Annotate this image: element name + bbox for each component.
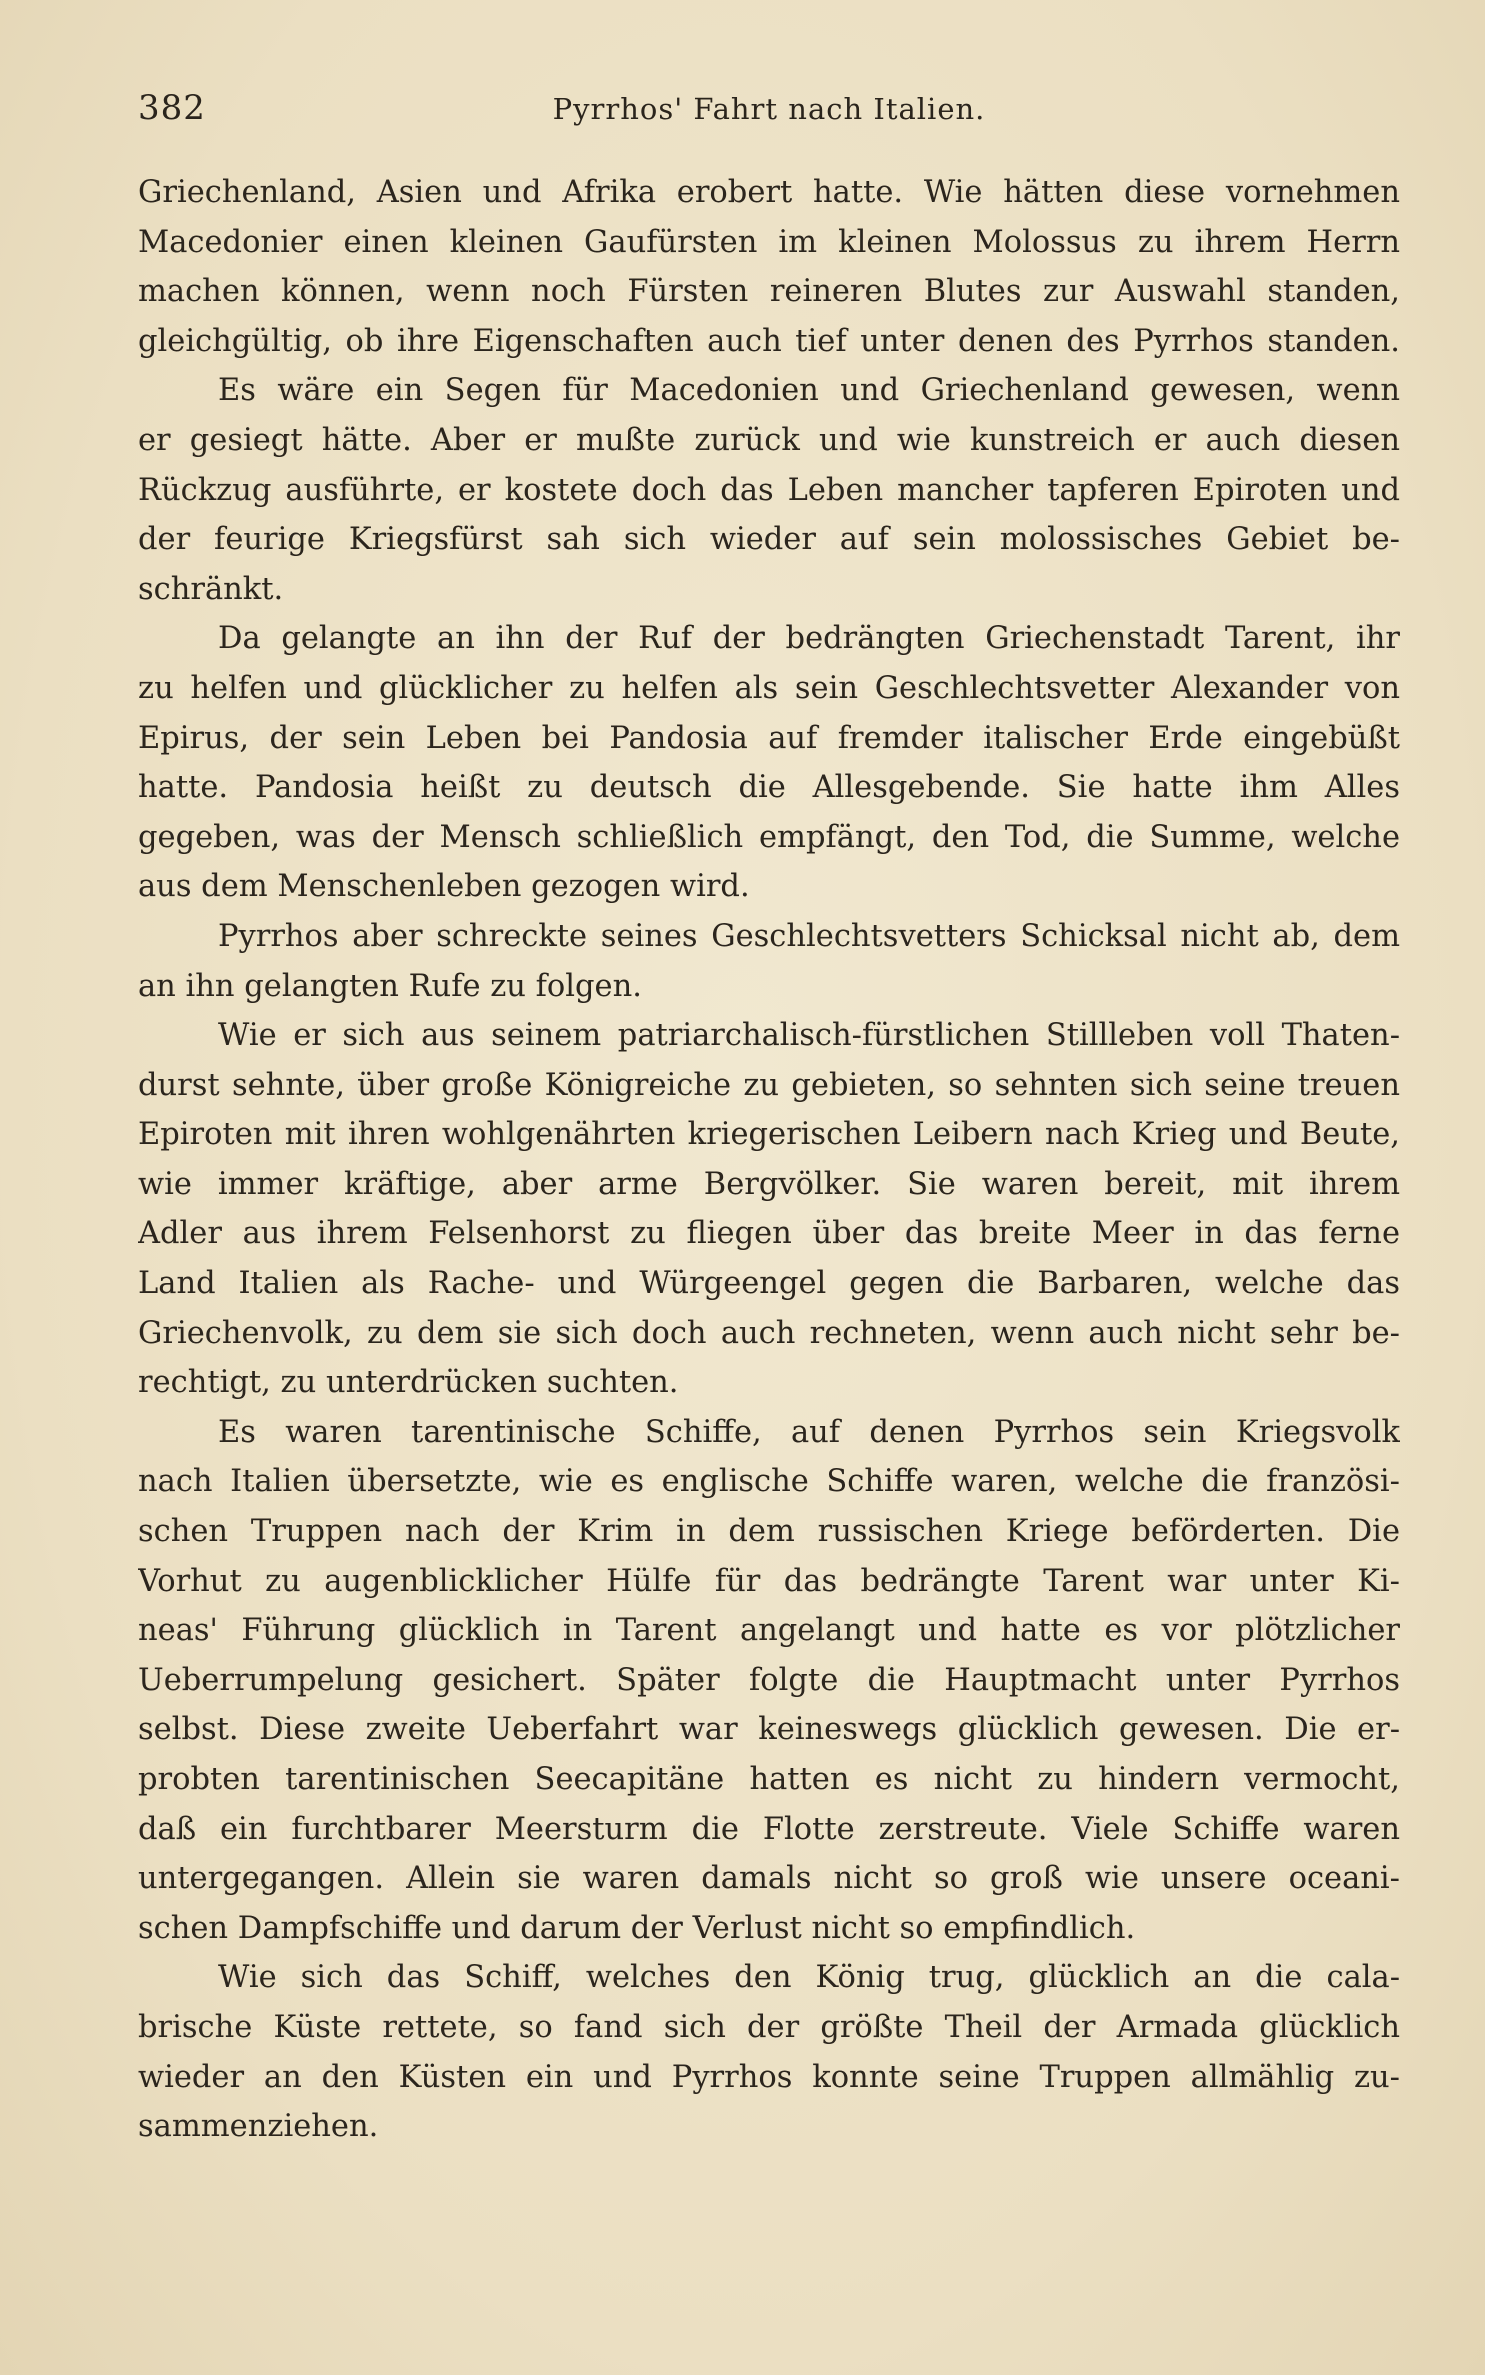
text-line: schen Truppen nach der Krim in dem russischen Kriege beförderten. Die	[138, 1514, 1400, 1550]
text-line: nach Italien übersetzte, wie es englische Schiffe waren, welche die französi-	[138, 1464, 1400, 1500]
text-line: sammenziehen.	[138, 2109, 379, 2145]
text-line: rechtigt, zu unterdrücken suchten.	[138, 1365, 679, 1401]
text-line: machen können, wenn noch Fürsten reineren Blutes zur Auswahl standen,	[138, 274, 1400, 310]
text-line: Pyrrhos aber schreckte seines Geschlechtsvetters Schicksal nicht ab, dem	[218, 918, 1400, 954]
text-line: gleichgültig, ob ihre Eigenschaften auch tief unter denen des Pyrrhos standen.	[138, 323, 1400, 359]
text-line: untergegangen. Allein sie waren damals nicht so groß wie unsere oceani-	[138, 1861, 1400, 1897]
text-line: gegeben, was der Mensch schließlich empfängt, den Tod, die Summe, welche	[138, 819, 1400, 855]
text-line: der feurige Kriegsfürst sah sich wieder auf sein molossisches Gebiet be-	[138, 522, 1400, 558]
text-line: wieder an den Küsten ein und Pyrrhos konnte seine Truppen allmählig zu-	[138, 2059, 1400, 2095]
text-line: zu helfen und glücklicher zu helfen als sein Geschlechtsvetter Alexander von	[138, 670, 1400, 706]
text-line: Griechenvolk, zu dem sie sich doch auch rechneten, wenn auch nicht sehr be-	[138, 1315, 1400, 1351]
text-line: aus dem Menschenleben gezogen wird.	[138, 869, 750, 905]
text-line: Rückzug ausführte, er kostete doch das Leben mancher tapferen Epiroten und	[138, 472, 1400, 508]
text-line: Vorhut zu augenblicklicher Hülfe für das bedrängte Tarent war unter Ki-	[138, 1563, 1400, 1599]
text-line: schränkt.	[138, 571, 284, 607]
text-line: neas' Führung glücklich in Tarent angelangt und hatte es vor plötzlicher	[138, 1613, 1400, 1649]
text-line: probten tarentinischen Seecapitäne hatten es nicht zu hindern vermocht,	[138, 1762, 1400, 1797]
text-line: Da gelangte an ihn der Ruf der bedrängten Griechenstadt Tarent, ihr	[218, 621, 1400, 657]
text-line: brische Küste rettete, so fand sich der größte Theil der Armada glücklich	[138, 2009, 1400, 2045]
text-line: Griechenland, Asien und Afrika erobert hatte. Wie hätten diese vornehmen	[138, 175, 1400, 210]
text-line: Macedonier einen kleinen Gaufürsten im kleinen Molossus zu ihrem Herrn	[138, 224, 1400, 260]
text-line: Es waren tarentinische Schiffe, auf denen Pyrrhos sein Kriegsvolk	[218, 1414, 1400, 1450]
text-line: Land Italien als Rache- und Würgeengel gegen die Barbaren, welche das	[138, 1266, 1400, 1302]
text-line: daß ein furchtbarer Meersturm die Flotte zerstreute. Viele Schiffe waren	[138, 1811, 1400, 1847]
running-title: Pyrrhos' Fahrt nach Italien.	[552, 92, 986, 126]
text-line: an ihn gelangten Rufe zu folgen.	[138, 968, 642, 1004]
text-line: wie immer kräftige, aber arme Bergvölker. Sie waren bereit, mit ihrem	[138, 1166, 1400, 1202]
text-line: durst sehnte, über große Königreiche zu gebieten, so sehnten sich seine treuen	[138, 1067, 1400, 1103]
page-header	[138, 88, 1400, 138]
text-line: Wie er sich aus seinem patriarchalisch-fürstlichen Stillleben voll Thaten-	[218, 1018, 1400, 1054]
text-line: Ueberrumpelung gesichert. Später folgte die Hauptmacht unter Pyrrhos	[138, 1662, 1400, 1698]
page-number: 382	[138, 88, 206, 128]
text-line: Adler aus ihrem Felsenhorst zu fliegen über das breite Meer in das ferne	[138, 1216, 1400, 1252]
text-line: selbst. Diese zweite Ueberfahrt war keineswegs glücklich gewesen. Die er-	[138, 1712, 1400, 1748]
text-line: Es wäre ein Segen für Macedonien und Griechenland gewesen, wenn	[218, 373, 1400, 409]
text-line: schen Dampfschiffe und darum der Verlust nicht so empfindlich.	[138, 1910, 1136, 1946]
text-line: Wie sich das Schiff, welches den König trug, glücklich an die cala-	[218, 1960, 1400, 1996]
body-text	[138, 168, 1400, 2152]
text-line: hatte. Pandosia heißt zu deutsch die Allesgebende. Sie hatte ihm Alles	[138, 770, 1400, 806]
text-line: Epiroten mit ihren wohlgenährten kriegerischen Leibern nach Krieg und Beute,	[138, 1117, 1400, 1153]
text-line: Epirus, der sein Leben bei Pandosia auf fremder italischer Erde eingebüßt	[138, 720, 1400, 756]
text-line: er gesiegt hätte. Aber er mußte zurück und wie kunstreich er auch diesen	[138, 422, 1400, 458]
